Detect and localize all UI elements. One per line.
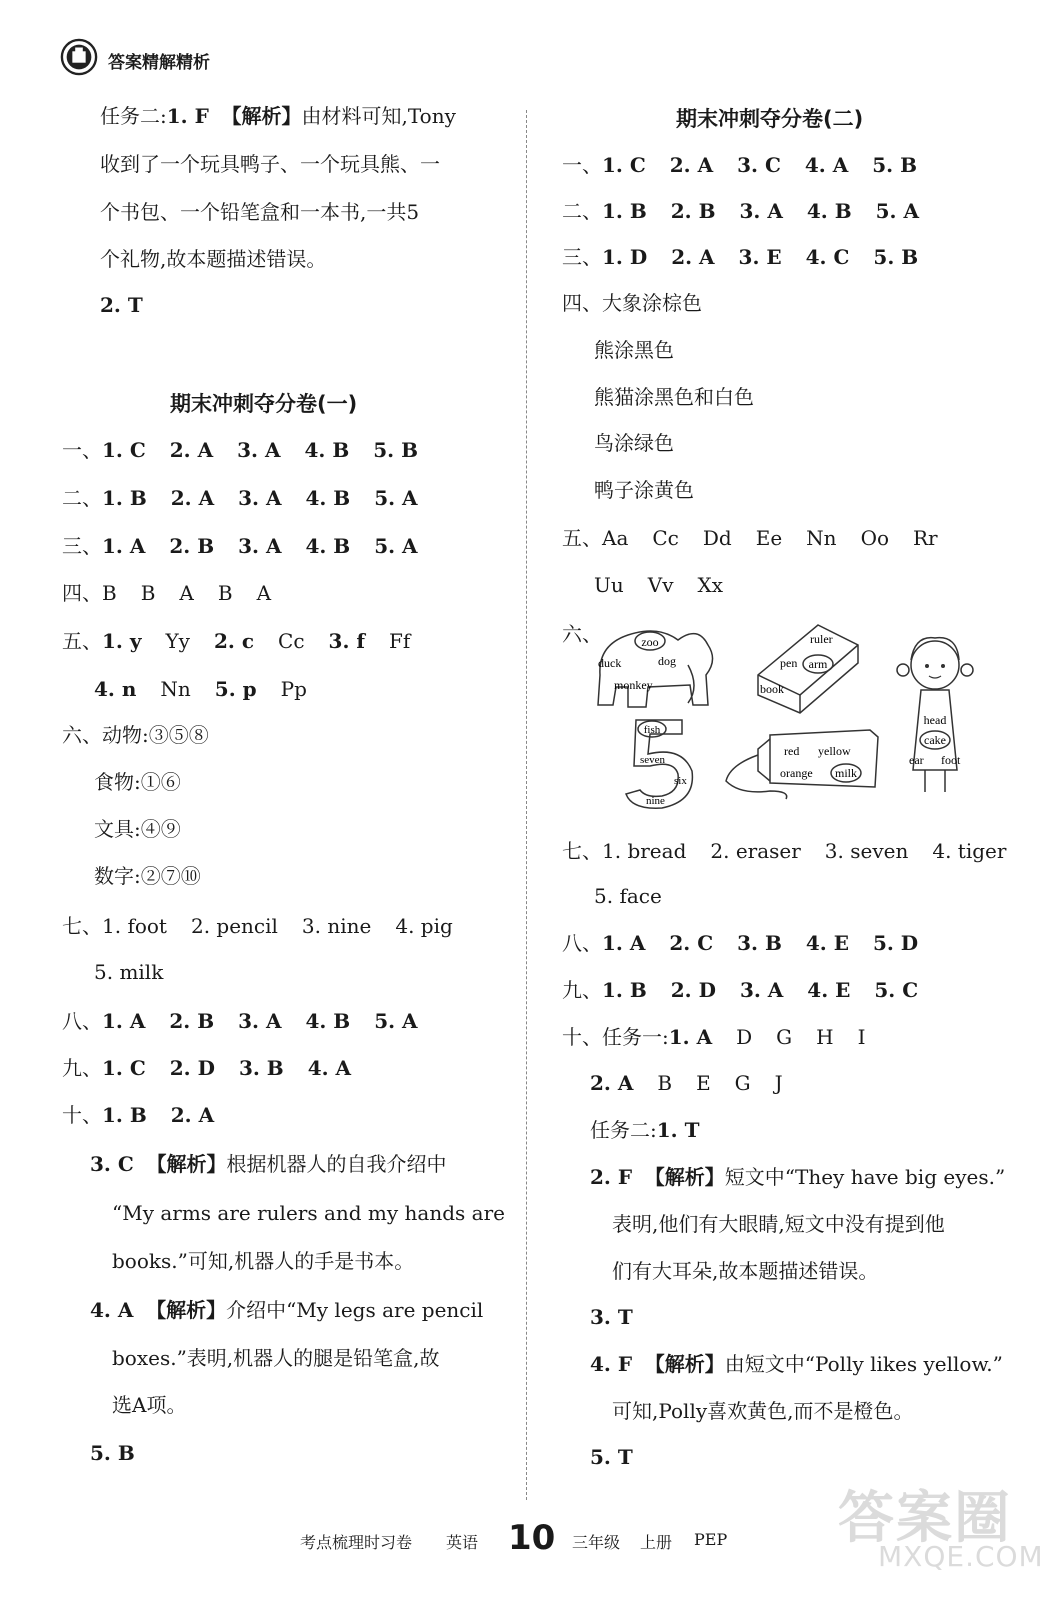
- right-q10-a4-l2: 可知,Polly喜欢黄色,而不是橙色。: [612, 1399, 914, 1423]
- left-q6-line4: 数字:②⑦⑩: [94, 864, 201, 888]
- answer: Oo: [860, 526, 889, 550]
- answer: 2. B: [169, 1009, 215, 1033]
- analysis-tag: 【解析】: [644, 1352, 725, 1376]
- analysis-text: 根据机器人的自我介绍中: [226, 1152, 447, 1176]
- footer-volume: 上册: [640, 1533, 673, 1552]
- answer: 大象涂棕色: [602, 291, 702, 315]
- left-q10-a3-l3: books.”可知,机器人的手是书本。: [112, 1249, 415, 1273]
- footer-grade: 三年级: [572, 1533, 621, 1552]
- word-label: zoo: [641, 635, 659, 649]
- task-label: 任务二:: [100, 104, 167, 128]
- q-label: 八、: [62, 1009, 102, 1033]
- analysis-text: 由短文中“Polly likes yellow.”: [724, 1352, 1003, 1376]
- answer: Vv: [647, 573, 674, 597]
- answer: 3. B: [737, 931, 782, 955]
- word-label: cake: [924, 733, 946, 747]
- answer: 3. C: [737, 153, 781, 177]
- q-label: 八、: [562, 931, 602, 955]
- answer: E: [696, 1071, 711, 1095]
- right-q10-t1-row2: [590, 1069, 783, 1097]
- left-q4: [62, 579, 271, 607]
- left-top-line-3: 个书包、一个铅笔盒和一本书,一共5: [100, 200, 420, 224]
- right-q5-row1: [562, 524, 938, 552]
- answer: 4. B: [305, 534, 351, 558]
- answer: 1. B: [102, 486, 147, 510]
- watermark-sub: MXQE.COM: [878, 1540, 1044, 1573]
- q-label: 七、: [62, 914, 102, 938]
- answer: B: [102, 581, 117, 605]
- answer: 5. C: [874, 978, 919, 1002]
- answer: I: [857, 1025, 866, 1049]
- answer: 3. E: [738, 245, 782, 269]
- q-label: 十、: [562, 1025, 602, 1049]
- answer: 1. C: [102, 1056, 146, 1080]
- q-label: 三、: [562, 245, 602, 269]
- word-label: monkey: [614, 678, 653, 692]
- left-q10-a4-l2: boxes.”表明,机器人的腿是铅笔盒,故: [112, 1346, 440, 1370]
- left-q6-line2: 食物:①⑥: [94, 770, 181, 794]
- q-label: 二、: [62, 486, 102, 510]
- right-q4-line2: 熊涂黑色: [594, 338, 674, 362]
- right-q7-row1: [562, 837, 1006, 865]
- answer: 1. B: [102, 1103, 147, 1127]
- answer: 2. c: [213, 629, 255, 653]
- page-number: 10: [508, 1518, 556, 1558]
- left-q10: [62, 1101, 214, 1129]
- answer: 2. eraser: [710, 839, 801, 863]
- section-title-2: 期末冲刺夺分卷(二): [676, 107, 864, 131]
- column-divider: [526, 110, 527, 1500]
- analysis-tag: 【解析】: [146, 1298, 227, 1322]
- left-q5-row2: [94, 675, 307, 703]
- right-q4-line5: 鸭子涂黄色: [594, 478, 694, 502]
- word-label: book: [760, 682, 784, 696]
- right-q10-t1-row1: [562, 1023, 866, 1051]
- answer: 1. C: [102, 438, 146, 462]
- analysis-text: 由材料可知,Tony: [301, 104, 456, 128]
- answer: 1. A: [102, 1009, 146, 1033]
- right-q2: [562, 197, 919, 225]
- answer: 2. A: [169, 438, 214, 462]
- answer: 5. D: [872, 931, 919, 955]
- answer: 2. pencil: [190, 914, 278, 938]
- answer: 3. seven: [824, 839, 909, 863]
- answer: 1. y: [102, 629, 142, 653]
- answer: 4. B: [806, 199, 852, 223]
- right-q10-a4: [590, 1350, 1003, 1378]
- answer: Ff: [388, 629, 411, 653]
- answer: 2. A: [671, 245, 715, 269]
- left-q7-row2: 5. milk: [94, 960, 164, 984]
- answer: 1. T: [656, 1118, 700, 1142]
- answer: 1. A: [102, 534, 146, 558]
- answer: 2. D: [169, 1056, 215, 1080]
- right-q9: [562, 976, 918, 1004]
- answer: 5. A: [374, 1009, 418, 1033]
- answer: 2. C: [669, 931, 714, 955]
- q-label: 九、: [562, 978, 602, 1002]
- right-q10-a2-l2: 表明,他们有大眼睛,短文中没有提到他: [612, 1212, 945, 1236]
- word-label: ear: [909, 753, 924, 767]
- answer: Cc: [652, 526, 679, 550]
- q-label: 十、: [62, 1103, 102, 1127]
- answer: 4. F: [590, 1352, 633, 1376]
- answer: 4. B: [305, 1009, 351, 1033]
- answer: Xx: [697, 573, 724, 597]
- left-q10-a3-l2: “My arms are rulers and my hands are: [112, 1201, 505, 1225]
- left-top-line-1: [100, 102, 456, 130]
- answer: Aa: [602, 526, 629, 550]
- answer: 5. B: [373, 438, 418, 462]
- word-label: six: [674, 775, 687, 787]
- answer: J: [774, 1071, 783, 1095]
- q-label: 一、: [562, 153, 602, 177]
- right-q10-t2: [590, 1116, 699, 1144]
- left-q3: [62, 532, 418, 560]
- answer: Nn: [806, 526, 837, 550]
- right-q4-line3: 熊猫涂黑色和白色: [594, 385, 754, 409]
- answer: 3. B: [238, 1056, 284, 1080]
- answer: 2. A: [590, 1071, 634, 1095]
- right-q6-label: 六、: [562, 622, 602, 646]
- answer: 2. D: [670, 978, 716, 1002]
- answer: 4. pig: [395, 914, 453, 938]
- analysis-text: 介绍中“My legs are pencil: [226, 1298, 484, 1322]
- answer: 1. F: [166, 104, 209, 128]
- answer: 4. C: [805, 245, 850, 269]
- q-label: 一、: [62, 438, 102, 462]
- answer: B: [217, 581, 233, 605]
- q-label: 二、: [562, 199, 602, 223]
- answer: 动物:③⑤⑧: [102, 723, 209, 747]
- answer: 1. bread: [602, 839, 687, 863]
- right-q5-row2: [594, 571, 723, 599]
- answer: Ee: [755, 526, 783, 550]
- answer: 1. A: [668, 1025, 713, 1049]
- right-q10-a2-l3: 们有大耳朵,故本题描述错误。: [612, 1259, 879, 1283]
- word-label: foot: [941, 753, 961, 767]
- left-q10-a4: [90, 1296, 483, 1324]
- word-label: dog: [658, 654, 676, 668]
- answer: 2. F: [590, 1165, 633, 1189]
- word-label: yellow: [818, 744, 851, 758]
- footer-book: 考点梳理时习卷: [300, 1533, 413, 1552]
- answer: 1. D: [602, 245, 648, 269]
- answer: 5. B: [873, 245, 919, 269]
- left-q10-a4-l3: 选A项。: [112, 1393, 187, 1417]
- answer: 5. A: [374, 486, 418, 510]
- left-top-line-5: 2. T: [100, 293, 143, 317]
- answer: 3. A: [237, 438, 281, 462]
- word-label: head: [923, 713, 947, 727]
- answer: Nn: [160, 677, 191, 701]
- q-label: 五、: [62, 629, 102, 653]
- answer: 1. B: [602, 199, 647, 223]
- word-label: nine: [646, 795, 665, 807]
- left-q9: [62, 1054, 351, 1082]
- q-label: 九、: [62, 1056, 102, 1080]
- left-q10-a5: 5. B: [90, 1441, 135, 1465]
- right-q4-line1: [562, 289, 702, 317]
- answer: 2. A: [170, 486, 215, 510]
- left-q2: [62, 484, 418, 512]
- answer: 2. B: [169, 534, 215, 558]
- answer: 4. B: [304, 438, 350, 462]
- task-label: 任务二:: [590, 1118, 657, 1142]
- answer: Yy: [165, 629, 190, 653]
- analysis-tag: 【解析】: [146, 1152, 227, 1176]
- analysis-tag: 【解析】: [644, 1165, 725, 1189]
- left-q6-line1: [62, 721, 209, 749]
- answer: B: [657, 1071, 673, 1095]
- answer: 4. A: [307, 1056, 352, 1080]
- q-label: 六、: [62, 723, 102, 747]
- answer: 1. B: [602, 978, 647, 1002]
- answer: 5. A: [875, 199, 919, 223]
- answer: 2. B: [670, 199, 716, 223]
- answer: 5. B: [872, 153, 917, 177]
- answer: 3. f: [328, 629, 365, 653]
- q-label: 四、: [562, 291, 602, 315]
- answer: 1. C: [602, 153, 646, 177]
- q-label: 七、: [562, 839, 602, 863]
- answer: D: [736, 1025, 753, 1049]
- footer-subject: 英语: [446, 1533, 479, 1552]
- eraser-illustration: [748, 615, 868, 715]
- answer: 4. A: [804, 153, 849, 177]
- task-label: 任务一:: [602, 1025, 669, 1049]
- right-q4-line4: 鸟涂绿色: [594, 431, 674, 455]
- section-title-1: 期末冲刺夺分卷(一): [170, 392, 358, 416]
- right-q8: [562, 929, 918, 957]
- word-label: ruler: [810, 632, 833, 646]
- answer: 3. nine: [301, 914, 372, 938]
- answer: 2. A: [669, 153, 714, 177]
- elephant-illustration: [588, 615, 723, 715]
- answer: G: [776, 1025, 793, 1049]
- girl-illustration: [895, 630, 975, 798]
- answer: 1. foot: [102, 914, 167, 938]
- word-label: arm: [808, 657, 828, 671]
- left-q7-row1: [62, 912, 453, 940]
- left-q8: [62, 1007, 418, 1035]
- five-illustration: [622, 716, 702, 811]
- right-q7-row2: 5. face: [594, 884, 662, 908]
- publisher-logo-icon: [60, 38, 98, 76]
- answer: 1. A: [602, 931, 646, 955]
- right-q3: [562, 243, 918, 271]
- left-q10-a3: [90, 1150, 446, 1178]
- answer: 4. B: [305, 486, 351, 510]
- analysis-tag: 【解析】: [221, 104, 302, 128]
- answer: Pp: [280, 677, 307, 701]
- footer-edition: PEP: [694, 1530, 728, 1549]
- answer: H: [816, 1025, 834, 1049]
- left-top-line-4: 个礼物,故本题描述错误。: [100, 247, 327, 271]
- right-q10-a5: 5. T: [590, 1445, 633, 1469]
- word-label: milk: [834, 766, 858, 780]
- q-label: 五、: [562, 526, 602, 550]
- left-top-line-2: 收到了一个玩具鸭子、一个玩具熊、一: [100, 152, 440, 176]
- q-label: 四、: [62, 581, 102, 605]
- left-q1: [62, 436, 418, 464]
- right-q10-a3: 3. T: [590, 1305, 633, 1329]
- answer: B: [140, 581, 156, 605]
- word-label: seven: [640, 754, 666, 766]
- answer: A: [179, 581, 194, 605]
- right-q10-a2: [590, 1163, 1005, 1191]
- word-label: fish: [643, 724, 661, 736]
- answer: 4. A: [90, 1298, 134, 1322]
- answer: Cc: [278, 629, 305, 653]
- word-label: orange: [780, 766, 813, 780]
- answer: 3. A: [238, 486, 282, 510]
- left-q5-row1: [62, 627, 410, 655]
- right-q1: [562, 151, 917, 179]
- paint-tube-illustration: [720, 725, 885, 805]
- answer: 3. A: [739, 978, 784, 1002]
- left-q6-line3: 文具:④⑨: [94, 817, 181, 841]
- answer: Uu: [594, 573, 624, 597]
- answer: 4. E: [807, 978, 851, 1002]
- answer: 4. tiger: [932, 839, 1007, 863]
- answer: A: [256, 581, 272, 605]
- answer: Rr: [913, 526, 938, 550]
- answer: 4. E: [805, 931, 849, 955]
- answer: 2. A: [170, 1103, 215, 1127]
- answer: 3. A: [739, 199, 783, 223]
- answer: 3. A: [238, 1009, 282, 1033]
- watermark-main: 答案圈: [838, 1486, 1012, 1551]
- word-label: duck: [598, 656, 622, 670]
- q-label: 三、: [62, 534, 102, 558]
- answer: 4. n: [94, 677, 137, 701]
- answer: G: [734, 1071, 751, 1095]
- analysis-text: 短文中“They have big eyes.”: [724, 1165, 1006, 1189]
- watermark: [838, 1474, 1044, 1584]
- word-label: pen: [780, 656, 798, 670]
- word-label: red: [784, 744, 800, 758]
- header-title: 答案精解精析: [108, 53, 210, 73]
- answer: 5. A: [374, 534, 418, 558]
- answer: Dd: [702, 526, 732, 550]
- answer: 3. A: [238, 534, 282, 558]
- answer: 3. C: [90, 1152, 134, 1176]
- answer: 5. p: [214, 677, 257, 701]
